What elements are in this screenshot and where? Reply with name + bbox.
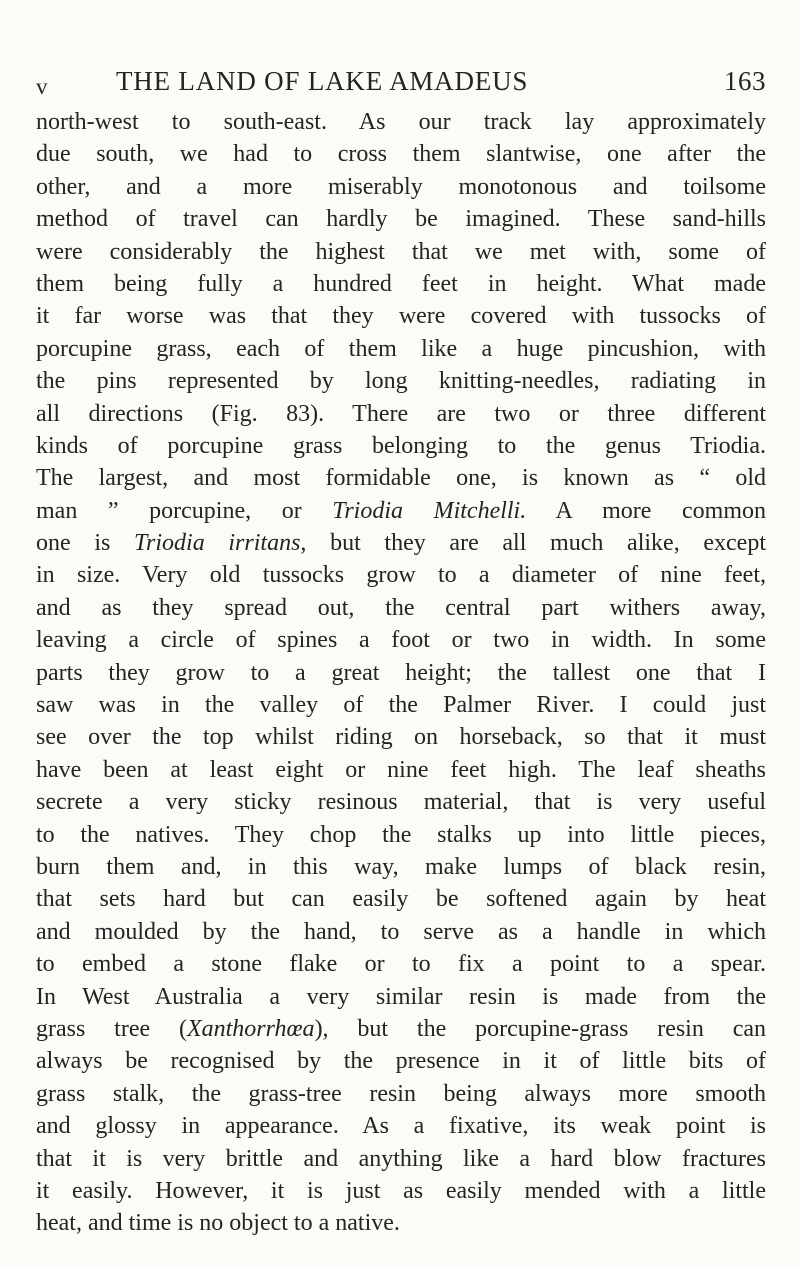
text-line bbox=[36, 916, 766, 948]
text-line bbox=[36, 786, 766, 818]
text-segment: porcupine grass, each of them like a huge pincushion, with bbox=[36, 335, 766, 362]
text-segment: to embed a stone flake or to fix a point to a spear. bbox=[36, 951, 766, 978]
text-line bbox=[36, 300, 766, 332]
text-segment: always be recognised by the presence in it of little bits of bbox=[36, 1048, 766, 1075]
text-segment: burn them and, in this way, make lumps of black resin, bbox=[36, 853, 766, 880]
text-line bbox=[36, 268, 766, 300]
text-segment: and moulded by the hand, to serve as a handle in which bbox=[36, 918, 766, 945]
text-line bbox=[36, 236, 766, 268]
text-line bbox=[36, 819, 766, 851]
text-segment: leaving a circle of spines a foot or two in width. In some bbox=[36, 627, 766, 654]
running-head bbox=[36, 66, 766, 106]
text-line bbox=[36, 495, 766, 527]
text-line bbox=[36, 138, 766, 170]
text-segment: The largest, and most formidable one, is known as “ old bbox=[36, 465, 766, 492]
text-line bbox=[36, 657, 766, 689]
text-segment: it far worse was that they were covered with tussocks of bbox=[36, 303, 766, 330]
text-segment: to the natives. They chop the stalks up into little pieces, bbox=[36, 821, 766, 848]
text-segment: and glossy in appearance. As a fixative, its weak point is bbox=[36, 1113, 766, 1140]
text-line bbox=[36, 398, 766, 430]
text-line bbox=[36, 592, 766, 624]
text-segment: the pins represented by long knitting-needles, radiating in bbox=[36, 368, 766, 395]
text-segment: see over the top whilst riding on horseback, so that it must bbox=[36, 724, 766, 751]
italic-text-segment: Triodia Mitchelli. bbox=[332, 497, 527, 524]
text-segment: parts they grow to a great height; the tallest one that I bbox=[36, 659, 766, 686]
text-segment: A more common bbox=[526, 497, 766, 524]
italic-text-segment: Triodia irritans bbox=[134, 530, 301, 557]
text-line bbox=[36, 1078, 766, 1110]
text-segment: it easily. However, it is just as easily mended with a little bbox=[36, 1177, 766, 1204]
text-line bbox=[36, 883, 766, 915]
text-segment: in size. Very old tussocks grow to a diameter of nine feet, bbox=[36, 562, 766, 589]
text-line bbox=[36, 721, 766, 753]
text-segment: secrete a very sticky resinous material, that is very useful bbox=[36, 789, 766, 816]
text-segment: grass stalk, the grass-tree resin being always more smooth bbox=[36, 1080, 766, 1107]
text-line bbox=[36, 1143, 766, 1175]
text-segment: that it is very brittle and anything like a hard blow fractures bbox=[36, 1145, 766, 1172]
text-segment: and as they spread out, the central part withers away, bbox=[36, 594, 766, 621]
text-segment: other, and a more miserably monotonous and toilsome bbox=[36, 173, 766, 200]
text-segment: have been at least eight or nine feet high. The leaf sheaths bbox=[36, 756, 766, 783]
text-line bbox=[36, 689, 766, 721]
text-segment: grass tree ( bbox=[36, 1015, 187, 1042]
text-segment: In West Australia a very similar resin is made from the bbox=[36, 983, 766, 1010]
text-line bbox=[36, 527, 766, 559]
page-number: 163 bbox=[724, 66, 766, 96]
text-line bbox=[36, 1207, 766, 1239]
text-line bbox=[36, 365, 766, 397]
text-line bbox=[36, 981, 766, 1013]
text-segment: them being fully a hundred feet in height. What made bbox=[36, 270, 766, 297]
text-line bbox=[36, 754, 766, 786]
text-segment: kinds of porcupine grass belonging to the genus Triodia. bbox=[36, 432, 766, 459]
body-text bbox=[36, 106, 766, 1240]
text-line bbox=[36, 1045, 766, 1077]
text-segment: due south, we had to cross them slantwise, one after the bbox=[36, 141, 766, 168]
text-segment: saw was in the valley of the Palmer River. I could just bbox=[36, 692, 766, 719]
text-segment: man ” porcupine, or bbox=[36, 497, 333, 524]
text-line bbox=[36, 106, 766, 138]
text-line bbox=[36, 462, 766, 494]
text-line bbox=[36, 948, 766, 980]
text-line bbox=[36, 851, 766, 883]
book-page bbox=[36, 66, 766, 1240]
running-title: THE LAND OF LAKE AMADEUS bbox=[116, 66, 529, 96]
text-line bbox=[36, 171, 766, 203]
text-line bbox=[36, 1110, 766, 1142]
text-line bbox=[36, 1175, 766, 1207]
text-segment: were considerably the highest that we met with, some of bbox=[36, 238, 766, 265]
text-segment: north-west to south-east. As our track lay approximately bbox=[36, 109, 766, 135]
text-segment: all directions (Fig. 83). There are two or three different bbox=[36, 400, 766, 427]
text-segment: ), but the porcupine-grass resin can bbox=[314, 1015, 766, 1042]
text-segment: heat, and time is no object to a native. bbox=[36, 1210, 400, 1237]
text-segment: , but they are all much alike, except bbox=[300, 530, 766, 557]
italic-text-segment: Xanthorrhœa bbox=[186, 1015, 315, 1042]
text-line bbox=[36, 430, 766, 462]
text-line bbox=[36, 1013, 766, 1045]
text-line bbox=[36, 559, 766, 591]
text-line bbox=[36, 203, 766, 235]
text-segment: that sets hard but can easily be softened again by heat bbox=[36, 886, 766, 913]
text-line bbox=[36, 624, 766, 656]
chapter-number: v bbox=[36, 74, 48, 99]
text-segment: one is bbox=[36, 530, 135, 557]
text-segment: method of travel can hardly be imagined. These sand-hills bbox=[36, 206, 766, 233]
text-line bbox=[36, 333, 766, 365]
